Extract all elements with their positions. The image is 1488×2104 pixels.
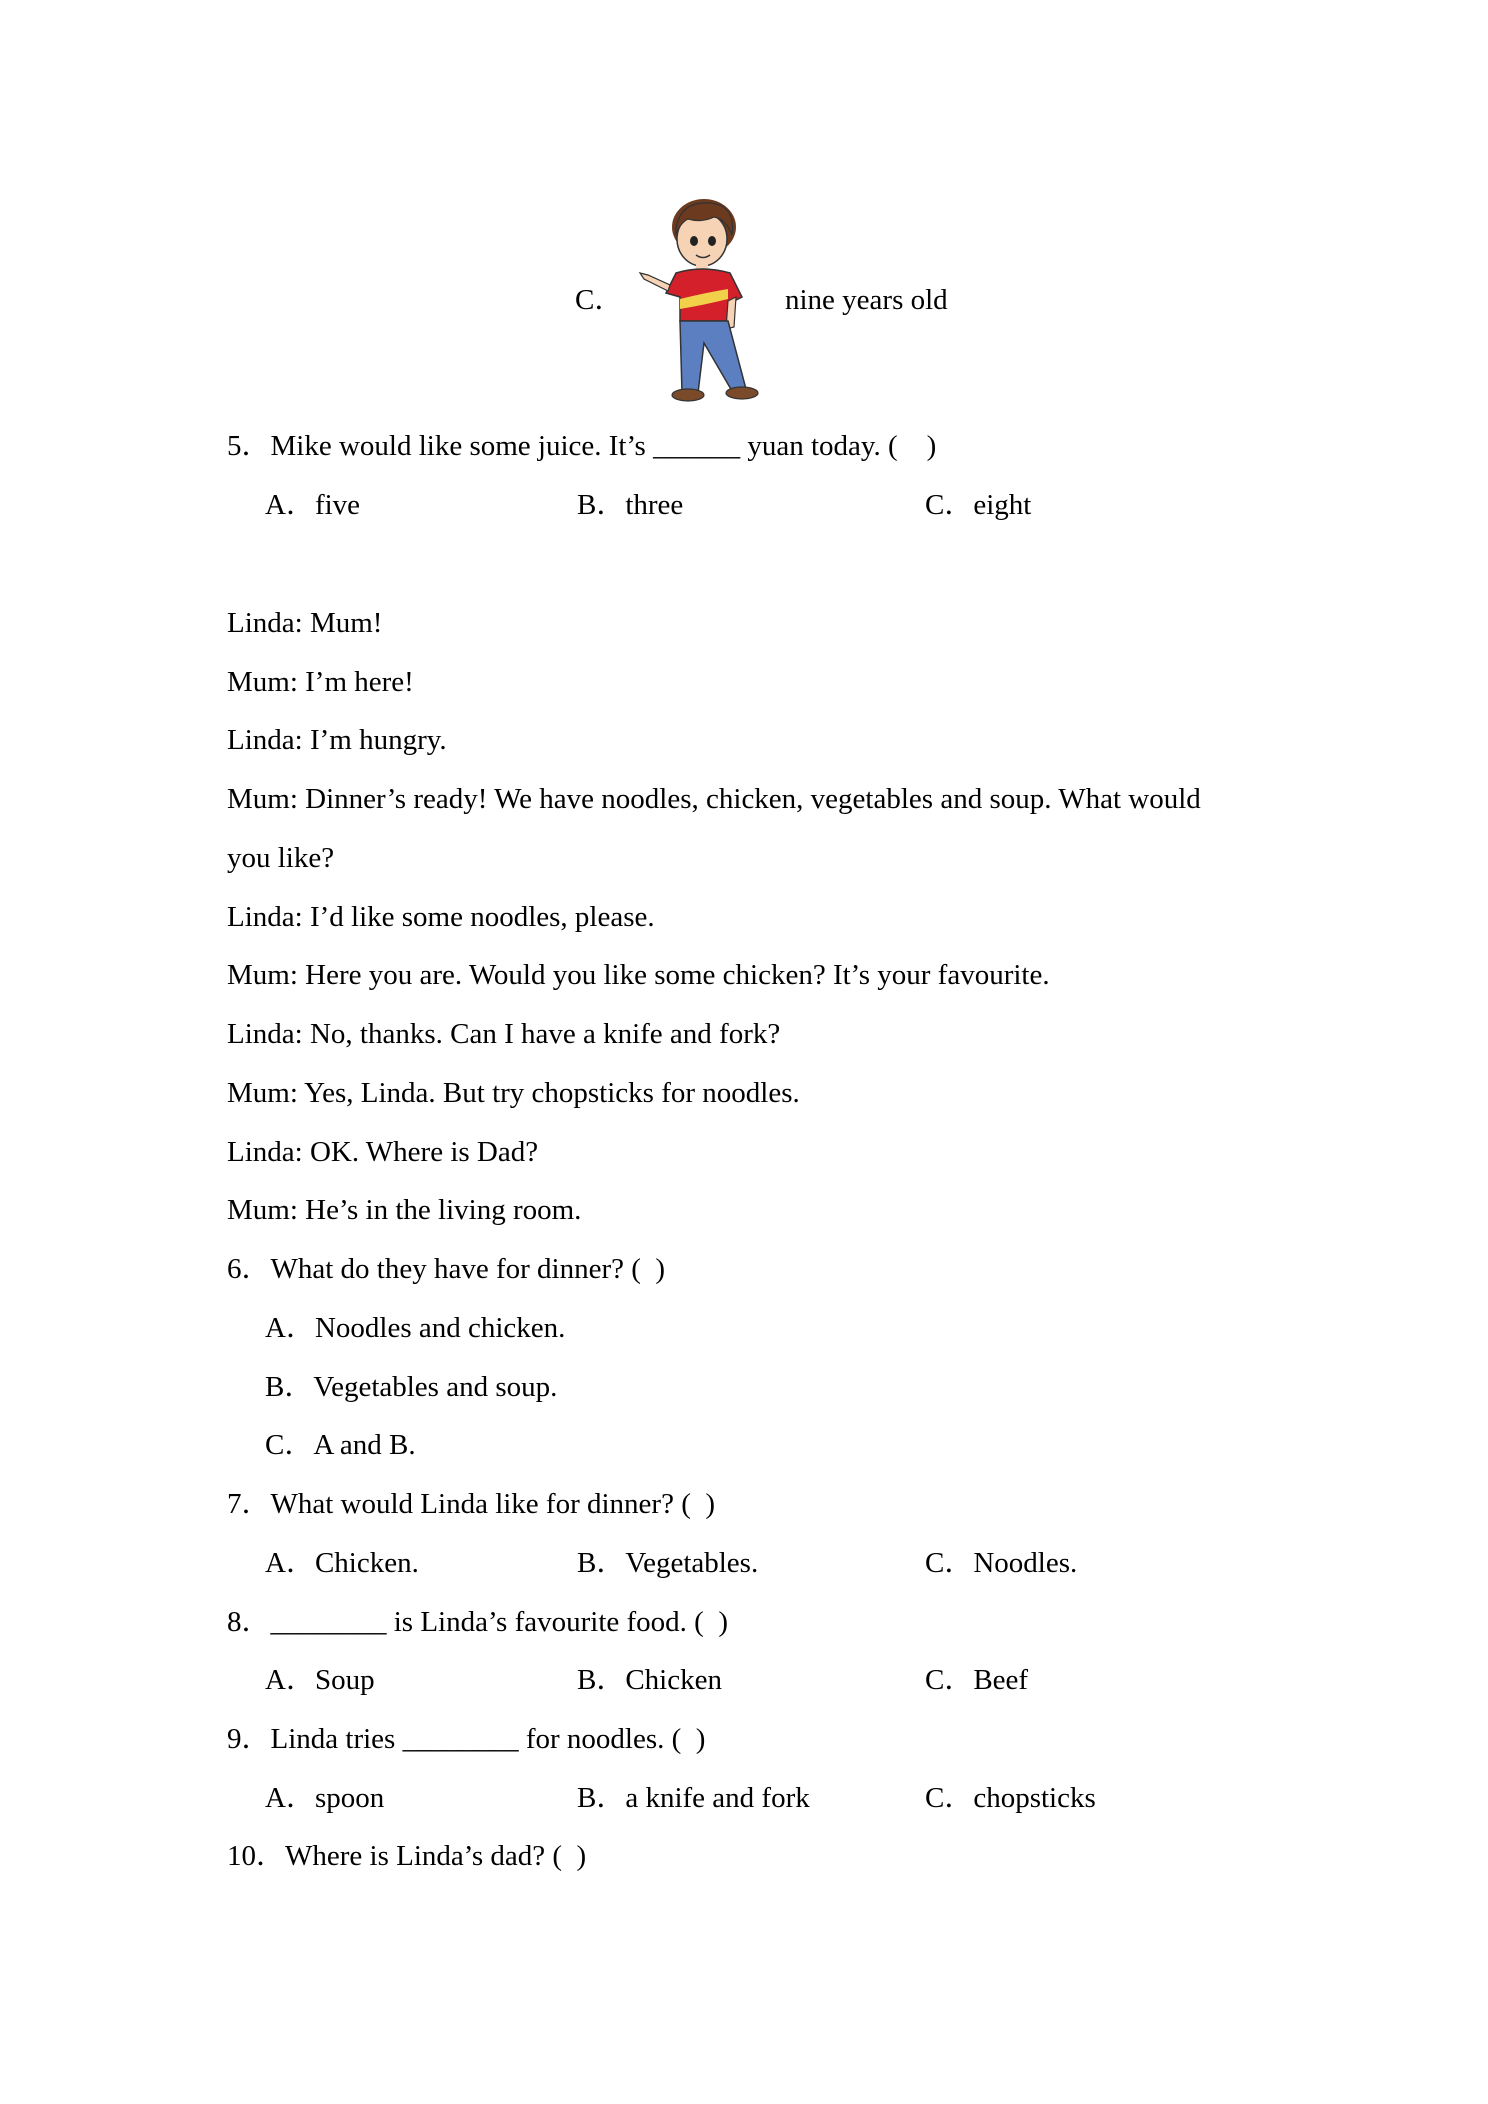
q5-option-a: A．five [265,489,361,521]
dialogue-line: Mum: Dinner’s ready! We have noodles, chicken, vegetables and soup. What would [227,783,1201,815]
dialogue-line: Mum: I’m here! [227,666,414,698]
q5-option-c: C．eight [925,489,1032,521]
dialogue-line: Linda: Mum! [227,607,383,639]
q7-prompt: 7．What would Linda like for dinner? ( ) [227,1488,716,1520]
q4-option-c-letter: C． [575,284,624,316]
dialogue-line: Mum: Here you are. Would you like some chicken? It’s your favourite. [227,959,1050,991]
dialogue-line: Linda: No, thanks. Can I have a knife and fork? [227,1018,781,1050]
q10-prompt: 10．Where is Linda’s dad? ( ) [227,1840,587,1872]
q5-option-b: B．three [577,489,684,521]
q9-option-c: C．chopsticks [925,1782,1096,1814]
q8-option-c: C．Beef [925,1664,1029,1696]
boy-illustration [618,193,778,403]
q7-option-a: A．Chicken. [265,1547,419,1579]
dialogue-line: Linda: OK. Where is Dad? [227,1136,539,1168]
dialogue-line: Linda: I’d like some noodles, please. [227,901,655,933]
dialogue-line: Mum: Yes, Linda. But try chopsticks for noodles. [227,1077,800,1109]
dialogue-line: Linda: I’m hungry. [227,724,447,756]
q8-option-b: B．Chicken [577,1664,722,1696]
dialogue-line: you like? [227,842,335,874]
q9-option-b: B．a knife and fork [577,1782,810,1814]
q6-option-c: C．A and B. [265,1429,416,1461]
q8-prompt: 8．________ is Linda’s favourite food. ( ) [227,1606,728,1638]
q5-prompt: 5．Mike would like some juice. It’s ______ yuan today. ( ) [227,430,937,462]
q8-option-a: A．Soup [265,1664,375,1696]
dialogue-line: Mum: He’s in the living room. [227,1194,582,1226]
q7-option-b: B．Vegetables. [577,1547,759,1579]
q9-prompt: 9．Linda tries ________ for noodles. ( ) [227,1723,706,1755]
q4-option-c-text: nine years old [785,284,948,316]
q9-option-a: A．spoon [265,1782,385,1814]
q7-option-c: C．Noodles. [925,1547,1078,1579]
q6-option-b: B．Vegetables and soup. [265,1371,558,1403]
q6-option-a: A．Noodles and chicken. [265,1312,566,1344]
q6-prompt: 6．What do they have for dinner? ( ) [227,1253,666,1285]
